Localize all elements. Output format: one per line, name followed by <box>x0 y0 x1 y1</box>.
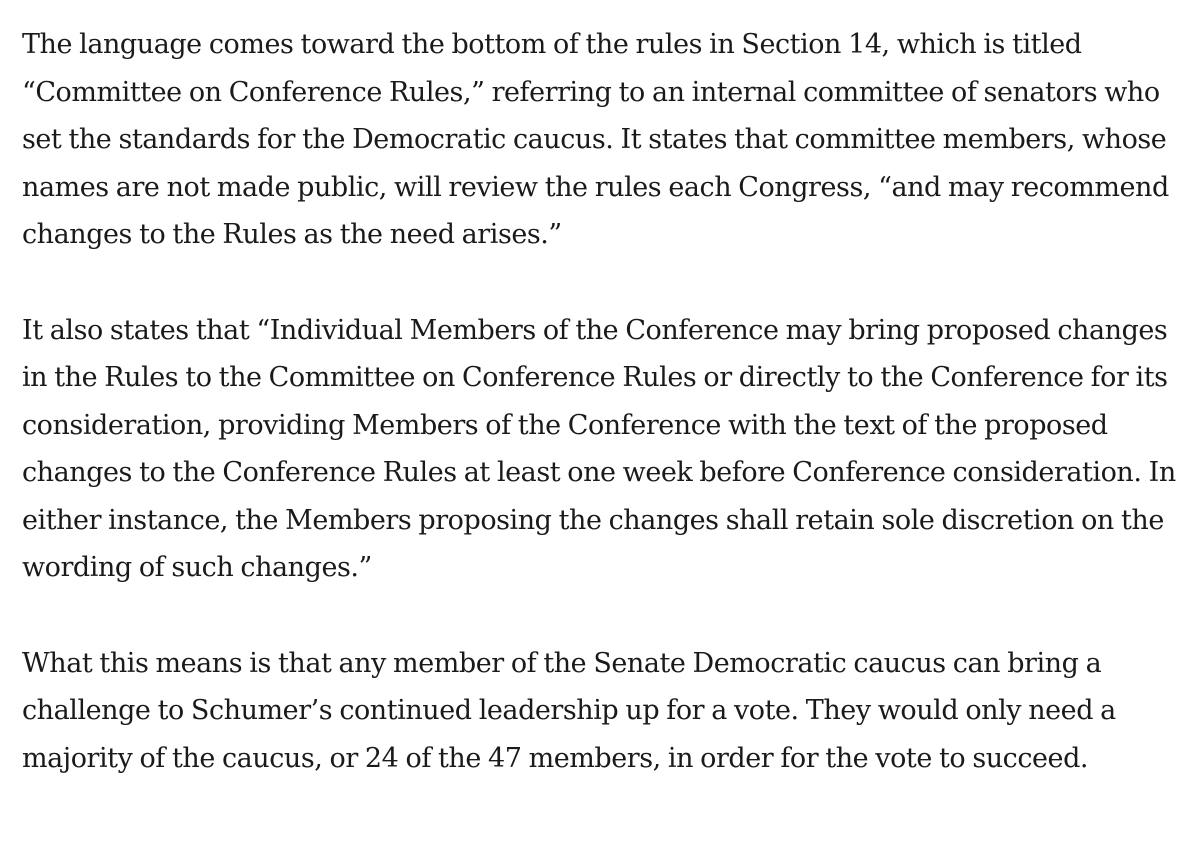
paragraph-section-14-language: The language comes toward the bottom of the rules in Section 14, which is titled “Committee on Conference Rules,” referring to an internal committee of senators who set the standards for the Democratic caucus. It states that committee members, whose names are not made public, will review the rules each Congress, “and may recommend changes to the Rules as the need arises.” <box>22 29 1169 250</box>
paragraph-leadership-challenge: What this means is that any member of the Senate Democratic caucus can bring a challenge to Schumer’s continued leadership up for a vote. They would only need a majority of the caucus, or 24 of the 47 members, in order for the vote to succeed. <box>22 647 1116 774</box>
paragraph-individual-members-rule: It also states that “Individual Members of the Conference may bring proposed changes in the Rules to the Committee on Conference Rules or directly to the Conference for its consideration, providing Members of the Conference with the text of the proposed changes to the Conference Rules at least one week before Conference consideration. In either instance, the Members proposing the changes shall retain sole discretion on the wording of such changes.” <box>22 314 1176 583</box>
